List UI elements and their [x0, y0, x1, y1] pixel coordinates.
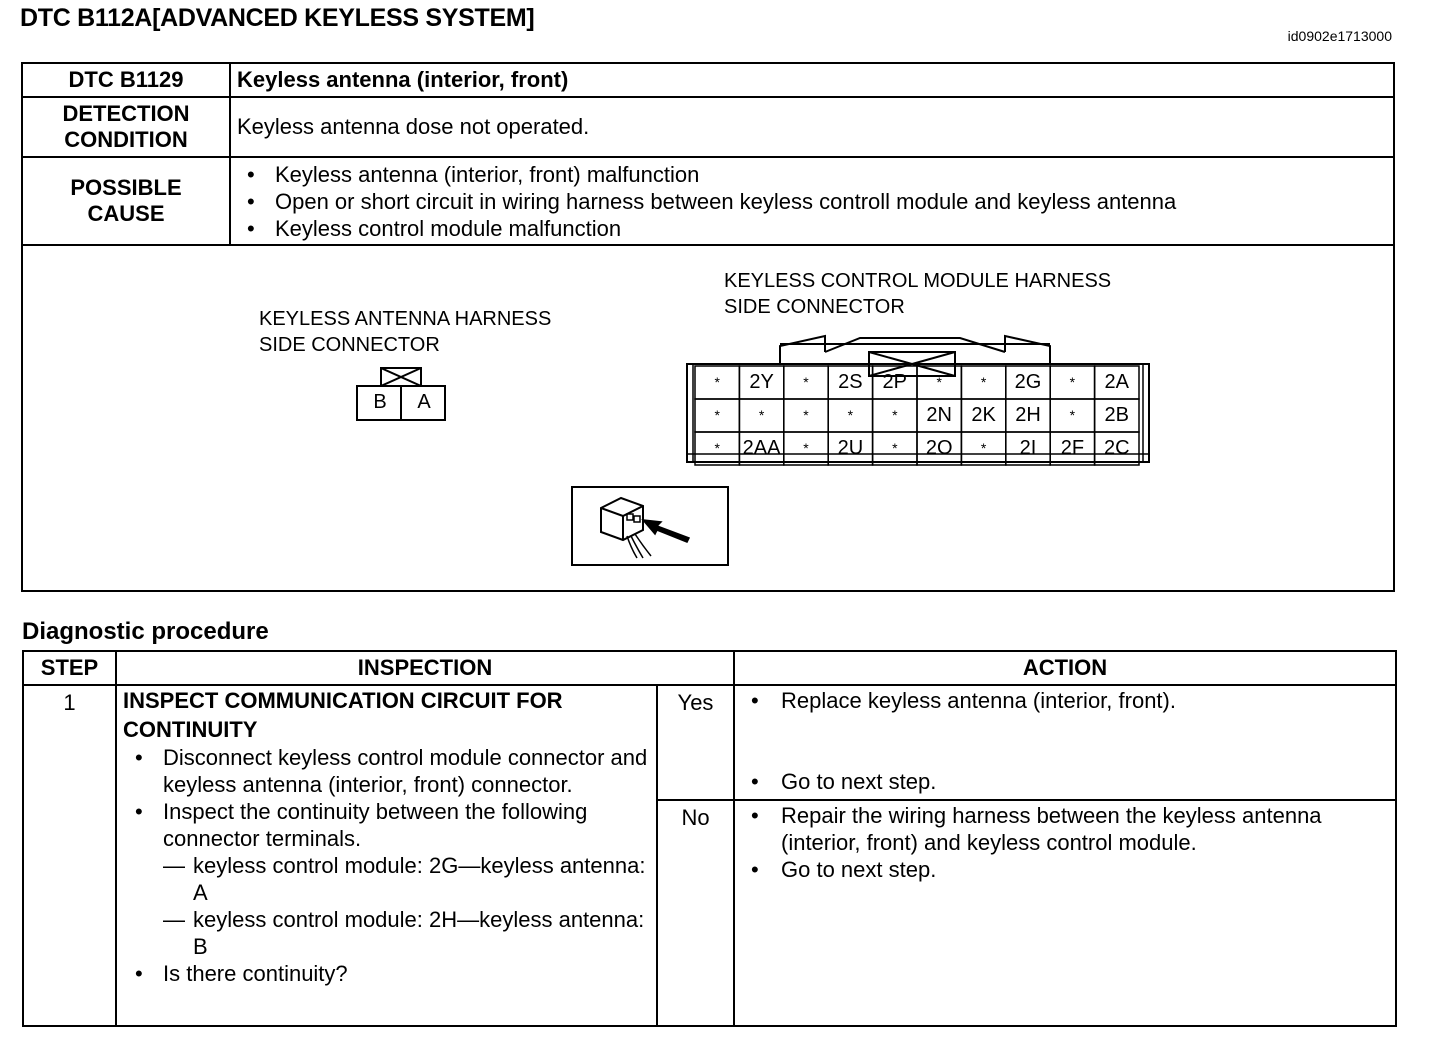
- module-terminal-label: 2N: [926, 404, 952, 426]
- no-label: No: [657, 800, 734, 1026]
- inspection-cell: [116, 685, 657, 1026]
- cause-item: • Keyless control module malfunction: [231, 215, 1393, 242]
- cause-item: • Open or short circuit in wiring harness between keyless controll module and keyless antenna: [231, 188, 1393, 215]
- module-terminal-label: 2B: [1104, 404, 1130, 426]
- module-terminal-label: *: [892, 407, 898, 423]
- module-connector-label-line2: SIDE CONNECTOR: [724, 296, 905, 318]
- module-terminal-label: 2G: [1014, 371, 1042, 393]
- section-title: Diagnostic procedure: [22, 618, 269, 645]
- module-terminal-label: *: [714, 440, 720, 456]
- dtc-label: DTC B1129: [22, 63, 230, 97]
- yes-action-list: [735, 687, 1395, 795]
- yes-action-cell: [734, 685, 1396, 800]
- module-terminal-label: *: [758, 407, 765, 423]
- cause-label: [22, 157, 230, 245]
- cause-label-line1: POSSIBLE: [70, 175, 182, 200]
- module-terminal-label: 2F: [1060, 437, 1085, 459]
- detection-value: Keyless antenna dose not operated.: [230, 97, 1394, 157]
- module-terminal-label: *: [847, 407, 854, 423]
- step-number: 1: [23, 685, 116, 1026]
- cause-label-line2: CAUSE: [87, 201, 165, 226]
- dtc-info-table: [21, 62, 1395, 592]
- no-action-cell: [734, 800, 1396, 1026]
- module-terminal-label: *: [980, 440, 987, 456]
- module-terminal-label: 2Y: [749, 371, 774, 393]
- inspection-heading-line1: INSPECT COMMUNICATION CIRCUIT FOR: [123, 688, 563, 713]
- module-terminal-label: 2AA: [742, 437, 781, 459]
- antenna-connector-label-line1: KEYLESS ANTENNA HARNESS: [259, 308, 552, 330]
- module-terminal-label: 2S: [838, 371, 863, 393]
- antenna-terminal-b: B: [373, 391, 387, 413]
- inspection-question-list: [123, 960, 652, 987]
- module-terminal-label: *: [803, 407, 809, 423]
- module-terminal-label: 2K: [971, 404, 996, 426]
- dtc-value: Keyless antenna (interior, front): [230, 63, 1394, 97]
- inspection-heading-line2: CONTINUITY: [123, 717, 258, 742]
- module-terminal-label: *: [1069, 407, 1076, 423]
- module-terminal-label: *: [936, 374, 942, 390]
- antenna-terminal-a: A: [417, 391, 431, 413]
- yes-action: • Replace keyless antenna (interior, front).: [735, 687, 1395, 714]
- module-terminal-label: *: [803, 374, 809, 390]
- terminal-pair: — keyless control module: 2G—keyless antenna: A: [163, 852, 652, 906]
- no-action: • Repair the wiring harness between the keyless antenna (interior, front) and keyless control module.: [735, 802, 1395, 856]
- col-action: ACTION: [734, 651, 1396, 685]
- col-inspection: INSPECTION: [116, 651, 734, 685]
- antenna-connector-label-line2: SIDE CONNECTOR: [259, 334, 440, 356]
- diagram-row: [22, 245, 1394, 591]
- detection-label-line1: DETECTION: [62, 101, 190, 126]
- inspection-list: [123, 744, 652, 852]
- module-terminal-label: *: [714, 374, 720, 390]
- module-terminal-label: 2O: [925, 437, 953, 459]
- document-id: id0902e1713000: [1287, 28, 1392, 44]
- connector-pin-side-icon: [571, 486, 729, 566]
- module-terminal-label: 2I: [1019, 437, 1037, 459]
- no-action-list: [735, 802, 1395, 883]
- module-terminal-label: 2P: [882, 371, 908, 393]
- module-terminal-label: 2H: [1015, 404, 1041, 426]
- module-terminal-label: *: [714, 407, 720, 423]
- terminal-pairs: [123, 852, 652, 960]
- module-terminal-label: *: [1069, 374, 1076, 390]
- col-step: STEP: [23, 651, 116, 685]
- cause-item: • Keyless antenna (interior, front) malfunction: [231, 161, 1393, 188]
- module-terminal-label: *: [892, 440, 898, 456]
- detection-label-line2: CONDITION: [64, 127, 188, 152]
- connector-diagram: [22, 245, 1394, 591]
- inspection-bullet: • Disconnect keyless control module connector and keyless antenna (interior, front) connector.: [123, 744, 652, 798]
- inspection-question: • Is there continuity?: [123, 960, 652, 987]
- cause-list-cell: [230, 157, 1394, 245]
- module-connector-label-line1: KEYLESS CONTROL MODULE HARNESS: [724, 270, 1112, 292]
- module-terminal-label: *: [803, 440, 809, 456]
- yes-label: Yes: [657, 685, 734, 800]
- inspection-bullet: • Inspect the continuity between the following connector terminals.: [123, 798, 652, 852]
- procedure-row-yes: [23, 685, 1396, 800]
- module-terminal-label: 2U: [837, 437, 864, 459]
- terminal-pair: — keyless control module: 2H—keyless antenna: B: [163, 906, 652, 960]
- dtc-row: [22, 63, 1394, 97]
- detection-row: [22, 97, 1394, 157]
- module-terminal-label: 2C: [1104, 437, 1130, 459]
- procedure-header-row: [23, 651, 1396, 685]
- cause-row: [22, 157, 1394, 245]
- module-terminal-label: *: [980, 374, 987, 390]
- page-title: DTC B112A[ADVANCED KEYLESS SYSTEM]: [20, 4, 535, 32]
- module-terminal-label: 2A: [1104, 371, 1130, 393]
- no-action: • Go to next step.: [735, 856, 1395, 883]
- diagnostic-procedure-table: [22, 650, 1397, 1027]
- cause-list: [231, 161, 1393, 242]
- detection-label: [22, 97, 230, 157]
- yes-action: • Go to next step.: [735, 768, 1395, 795]
